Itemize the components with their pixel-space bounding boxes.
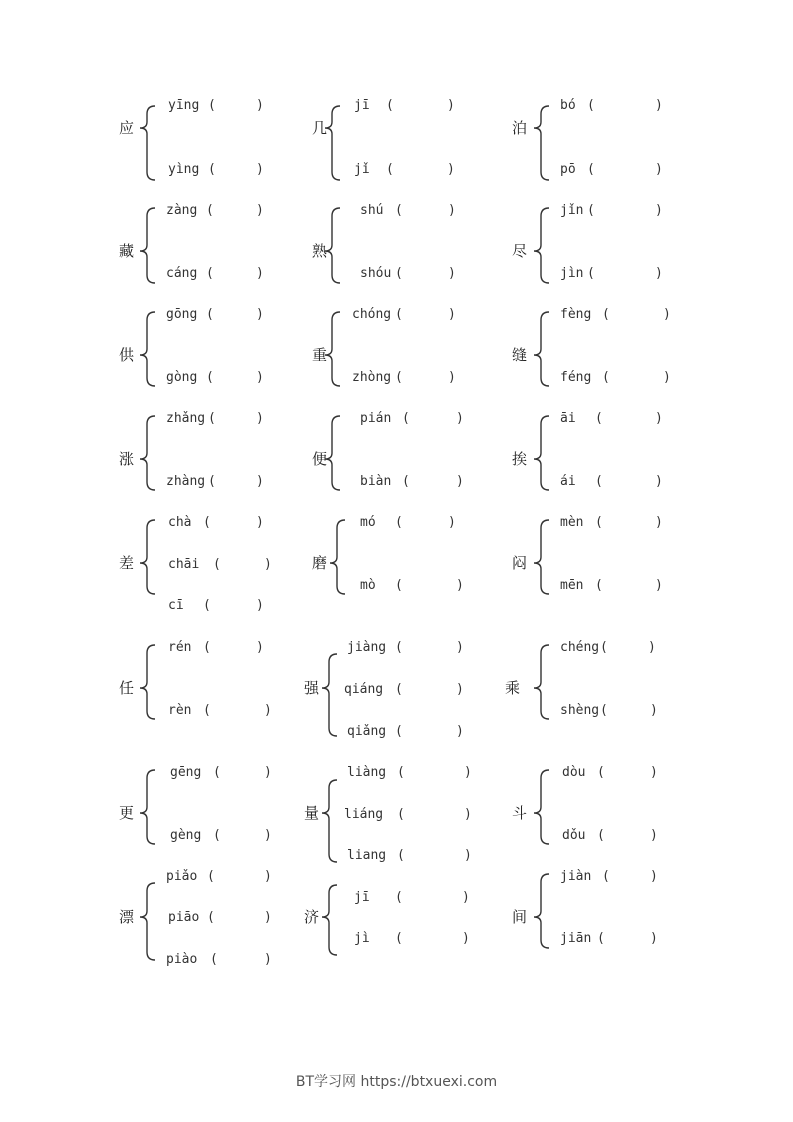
answer-blank-open-paren[interactable]: ( bbox=[210, 952, 218, 967]
answer-blank-open-paren[interactable]: ( bbox=[595, 474, 603, 489]
pinyin-answer-row bbox=[166, 203, 264, 219]
pinyin-label: shèng bbox=[560, 703, 600, 718]
answer-blank-open-paren[interactable]: ( bbox=[213, 557, 221, 572]
answer-blank-close-paren[interactable]: ) bbox=[655, 474, 663, 489]
polyphone-character: 涨 bbox=[119, 450, 135, 468]
answer-blank-open-paren[interactable]: ( bbox=[395, 370, 403, 385]
pinyin-label: dǒu bbox=[562, 828, 586, 843]
curly-brace-icon bbox=[533, 416, 553, 490]
answer-blank-open-paren[interactable]: ( bbox=[395, 266, 403, 281]
pinyin-answer-row bbox=[560, 703, 658, 719]
pinyin-label: gēng bbox=[170, 765, 202, 780]
curly-brace-icon bbox=[139, 106, 159, 180]
pinyin-label: mò bbox=[360, 578, 376, 593]
answer-blank-open-paren[interactable]: ( bbox=[208, 411, 216, 426]
pinyin-label: chóng bbox=[352, 307, 392, 322]
pinyin-label: bó bbox=[560, 98, 576, 113]
polyphone-character: 量 bbox=[304, 804, 320, 822]
polyphone-character: 磨 bbox=[312, 554, 328, 572]
curly-brace-icon bbox=[321, 885, 341, 955]
answer-blank-close-paren[interactable]: ) bbox=[256, 307, 264, 322]
answer-blank-close-paren[interactable]: ) bbox=[663, 307, 671, 322]
answer-blank-close-paren[interactable]: ) bbox=[655, 515, 663, 530]
polyphone-character: 应 bbox=[119, 119, 135, 137]
answer-blank-open-paren[interactable]: ( bbox=[602, 370, 610, 385]
answer-blank-open-paren[interactable]: ( bbox=[597, 828, 605, 843]
pinyin-answer-row bbox=[360, 474, 464, 490]
pinyin-answer-row bbox=[344, 682, 464, 698]
answer-blank-close-paren[interactable]: ) bbox=[256, 411, 264, 426]
pinyin-answer-row bbox=[560, 98, 663, 114]
pinyin-label: piǎo bbox=[166, 869, 198, 884]
answer-blank-open-paren[interactable]: ( bbox=[203, 515, 211, 530]
pinyin-answer-row bbox=[347, 724, 464, 740]
pinyin-answer-row bbox=[170, 828, 272, 844]
pinyin-label: zàng bbox=[166, 203, 198, 218]
answer-blank-open-paren[interactable]: ( bbox=[597, 765, 605, 780]
pinyin-label: cī bbox=[168, 598, 184, 613]
curly-brace-icon bbox=[324, 416, 344, 490]
curly-brace-icon bbox=[139, 312, 159, 386]
pinyin-label: gèng bbox=[170, 828, 202, 843]
pinyin-label: rén bbox=[168, 640, 192, 655]
answer-blank-close-paren[interactable]: ) bbox=[448, 515, 456, 530]
answer-blank-open-paren[interactable]: ( bbox=[602, 307, 610, 322]
answer-blank-close-paren[interactable]: ) bbox=[464, 807, 472, 822]
answer-blank-close-paren[interactable]: ) bbox=[264, 910, 272, 925]
answer-blank-open-paren[interactable]: ( bbox=[207, 910, 215, 925]
curly-brace-icon bbox=[533, 874, 553, 948]
answer-blank-open-paren[interactable]: ( bbox=[395, 515, 403, 530]
pinyin-label: zhǎng bbox=[166, 411, 206, 426]
answer-blank-open-paren[interactable]: ( bbox=[386, 98, 394, 113]
pinyin-label: qiáng bbox=[344, 682, 384, 697]
answer-blank-close-paren[interactable]: ) bbox=[663, 370, 671, 385]
answer-blank-close-paren[interactable]: ) bbox=[456, 640, 464, 655]
answer-blank-open-paren[interactable]: ( bbox=[206, 266, 214, 281]
answer-blank-open-paren[interactable]: ( bbox=[587, 203, 595, 218]
answer-blank-close-paren[interactable]: ) bbox=[456, 724, 464, 739]
pinyin-label: rèn bbox=[168, 703, 192, 718]
polyphone-character: 尽 bbox=[512, 242, 528, 260]
polyphone-character: 泊 bbox=[512, 119, 528, 137]
pinyin-answer-row bbox=[560, 162, 663, 178]
curly-brace-icon bbox=[329, 520, 349, 594]
pinyin-label: piāo bbox=[168, 910, 200, 925]
answer-blank-open-paren[interactable]: ( bbox=[395, 640, 403, 655]
pinyin-label: mèn bbox=[560, 515, 584, 530]
pinyin-label: cáng bbox=[166, 266, 198, 281]
answer-blank-open-paren[interactable]: ( bbox=[213, 828, 221, 843]
answer-blank-close-paren[interactable]: ) bbox=[655, 411, 663, 426]
pinyin-label: āi bbox=[560, 411, 576, 426]
polyphone-character: 任 bbox=[119, 679, 135, 697]
pinyin-answer-row bbox=[168, 515, 264, 531]
polyphone-character: 便 bbox=[312, 450, 328, 468]
pinyin-label: shóu bbox=[360, 266, 392, 281]
pinyin-answer-row bbox=[347, 640, 464, 656]
curly-brace-icon bbox=[139, 208, 159, 283]
answer-blank-open-paren[interactable]: ( bbox=[600, 640, 608, 655]
pinyin-answer-row bbox=[347, 848, 472, 864]
answer-blank-close-paren[interactable]: ) bbox=[650, 931, 658, 946]
pinyin-label: féng bbox=[560, 370, 592, 385]
pinyin-answer-row bbox=[560, 869, 658, 885]
pinyin-label: piào bbox=[166, 952, 198, 967]
pinyin-answer-row bbox=[354, 98, 455, 114]
answer-blank-close-paren[interactable]: ) bbox=[456, 411, 464, 426]
pinyin-label: jiàn bbox=[560, 869, 592, 884]
answer-blank-close-paren[interactable]: ) bbox=[650, 869, 658, 884]
answer-blank-open-paren[interactable]: ( bbox=[206, 370, 214, 385]
curly-brace-icon bbox=[533, 770, 553, 844]
answer-blank-close-paren[interactable]: ) bbox=[264, 557, 272, 572]
pinyin-label: chāi bbox=[168, 557, 200, 572]
answer-blank-close-paren[interactable]: ) bbox=[256, 640, 264, 655]
answer-blank-close-paren[interactable]: ) bbox=[655, 578, 663, 593]
polyphone-character: 闷 bbox=[512, 554, 528, 572]
answer-blank-close-paren[interactable]: ) bbox=[264, 869, 272, 884]
pinyin-answer-row bbox=[352, 307, 456, 323]
polyphone-character: 更 bbox=[119, 804, 135, 822]
pinyin-answer-row bbox=[360, 515, 456, 531]
pinyin-answer-row bbox=[560, 411, 663, 427]
answer-blank-open-paren[interactable]: ( bbox=[213, 765, 221, 780]
answer-blank-close-paren[interactable]: ) bbox=[264, 952, 272, 967]
pinyin-label: jǐ bbox=[354, 162, 370, 177]
pinyin-answer-row bbox=[354, 162, 455, 178]
answer-blank-close-paren[interactable]: ) bbox=[256, 474, 264, 489]
answer-blank-open-paren[interactable]: ( bbox=[207, 869, 215, 884]
answer-blank-close-paren[interactable]: ) bbox=[448, 266, 456, 281]
pinyin-label: yīng bbox=[168, 98, 200, 113]
pinyin-answer-row bbox=[560, 474, 663, 490]
curly-brace-icon bbox=[139, 883, 159, 960]
pinyin-answer-row bbox=[560, 515, 663, 531]
answer-blank-close-paren[interactable]: ) bbox=[447, 162, 455, 177]
pinyin-answer-row bbox=[560, 203, 663, 219]
answer-blank-close-paren[interactable]: ) bbox=[650, 765, 658, 780]
answer-blank-open-paren[interactable]: ( bbox=[395, 682, 403, 697]
pinyin-label: jī bbox=[354, 890, 370, 905]
pinyin-label: yìng bbox=[168, 162, 200, 177]
pinyin-answer-row bbox=[166, 307, 264, 323]
answer-blank-open-paren[interactable]: ( bbox=[203, 640, 211, 655]
polyphone-character: 几 bbox=[312, 119, 328, 137]
pinyin-answer-row bbox=[360, 203, 456, 219]
answer-blank-close-paren[interactable]: ) bbox=[448, 203, 456, 218]
polyphone-character: 重 bbox=[312, 346, 328, 364]
answer-blank-open-paren[interactable]: ( bbox=[587, 266, 595, 281]
answer-blank-close-paren[interactable]: ) bbox=[650, 828, 658, 843]
polyphone-character: 漂 bbox=[119, 908, 135, 926]
pinyin-answer-row bbox=[562, 765, 658, 781]
answer-blank-close-paren[interactable]: ) bbox=[456, 578, 464, 593]
pinyin-answer-row bbox=[560, 307, 671, 323]
polyphone-character: 乘 bbox=[505, 679, 521, 697]
pinyin-label: mēn bbox=[560, 578, 584, 593]
answer-blank-close-paren[interactable]: ) bbox=[256, 370, 264, 385]
answer-blank-close-paren[interactable]: ) bbox=[464, 765, 472, 780]
answer-blank-open-paren[interactable]: ( bbox=[208, 474, 216, 489]
answer-blank-close-paren[interactable]: ) bbox=[256, 162, 264, 177]
polyphone-character: 熟 bbox=[312, 242, 328, 260]
pinyin-label: jǐn bbox=[560, 203, 584, 218]
footer-watermark: BT学习网 https://btxuexi.com bbox=[295, 1074, 498, 1090]
answer-blank-open-paren[interactable]: ( bbox=[395, 203, 403, 218]
pinyin-label: ái bbox=[560, 474, 576, 489]
answer-blank-close-paren[interactable]: ) bbox=[655, 98, 663, 113]
polyphone-character: 强 bbox=[304, 679, 320, 697]
answer-blank-close-paren[interactable]: ) bbox=[448, 307, 456, 322]
answer-blank-close-paren[interactable]: ) bbox=[655, 162, 663, 177]
pinyin-label: chà bbox=[168, 515, 192, 530]
answer-blank-open-paren[interactable]: ( bbox=[600, 703, 608, 718]
pinyin-label: chéng bbox=[560, 640, 600, 655]
pinyin-label: jì bbox=[354, 931, 370, 946]
answer-blank-open-paren[interactable]: ( bbox=[587, 162, 595, 177]
polyphone-character: 藏 bbox=[119, 242, 135, 260]
answer-blank-close-paren[interactable]: ) bbox=[264, 828, 272, 843]
pinyin-label: liáng bbox=[344, 807, 384, 822]
answer-blank-close-paren[interactable]: ) bbox=[256, 266, 264, 281]
answer-blank-close-paren[interactable]: ) bbox=[256, 98, 264, 113]
pinyin-label: gòng bbox=[166, 370, 198, 385]
answer-blank-open-paren[interactable]: ( bbox=[203, 703, 211, 718]
answer-blank-close-paren[interactable]: ) bbox=[256, 203, 264, 218]
curly-brace-icon bbox=[321, 780, 341, 862]
pinyin-label: jiàng bbox=[347, 640, 387, 655]
answer-blank-open-paren[interactable]: ( bbox=[397, 765, 405, 780]
answer-blank-open-paren[interactable]: ( bbox=[587, 98, 595, 113]
answer-blank-open-paren[interactable]: ( bbox=[397, 807, 405, 822]
answer-blank-close-paren[interactable]: ) bbox=[256, 515, 264, 530]
pinyin-label: pián bbox=[360, 411, 392, 426]
pinyin-answer-row bbox=[166, 474, 264, 490]
answer-blank-close-paren[interactable]: ) bbox=[448, 370, 456, 385]
answer-blank-close-paren[interactable]: ) bbox=[456, 682, 464, 697]
pinyin-label: jī bbox=[354, 98, 370, 113]
answer-blank-open-paren[interactable]: ( bbox=[602, 869, 610, 884]
pinyin-label: jìn bbox=[560, 266, 584, 281]
answer-blank-open-paren[interactable]: ( bbox=[395, 724, 403, 739]
curly-brace-icon bbox=[321, 654, 341, 736]
pinyin-answer-row bbox=[344, 807, 472, 823]
answer-blank-open-paren[interactable]: ( bbox=[395, 578, 403, 593]
pinyin-label: dòu bbox=[562, 765, 586, 780]
answer-blank-close-paren[interactable]: ) bbox=[462, 931, 470, 946]
pinyin-label: liang bbox=[347, 848, 387, 863]
polyphone-character: 缝 bbox=[512, 346, 528, 364]
pinyin-label: pō bbox=[560, 162, 576, 177]
answer-blank-open-paren[interactable]: ( bbox=[203, 598, 211, 613]
curly-brace-icon bbox=[533, 520, 553, 594]
answer-blank-open-paren[interactable]: ( bbox=[395, 890, 403, 905]
pinyin-answer-row bbox=[354, 890, 470, 906]
pinyin-label: gōng bbox=[166, 307, 198, 322]
answer-blank-open-paren[interactable]: ( bbox=[208, 98, 216, 113]
answer-blank-close-paren[interactable]: ) bbox=[655, 266, 663, 281]
polyphone-character: 济 bbox=[304, 908, 320, 926]
answer-blank-open-paren[interactable]: ( bbox=[402, 411, 410, 426]
answer-blank-close-paren[interactable]: ) bbox=[648, 640, 656, 655]
pinyin-answer-row bbox=[168, 640, 264, 656]
polyphone-character: 挨 bbox=[512, 450, 528, 468]
pinyin-answer-row bbox=[352, 370, 456, 386]
pinyin-answer-row bbox=[347, 765, 472, 781]
curly-brace-icon bbox=[533, 208, 553, 283]
answer-blank-open-paren[interactable]: ( bbox=[206, 307, 214, 322]
pinyin-answer-row bbox=[168, 557, 272, 573]
answer-blank-open-paren[interactable]: ( bbox=[597, 931, 605, 946]
pinyin-answer-row bbox=[166, 266, 264, 282]
pinyin-label: mó bbox=[360, 515, 376, 530]
answer-blank-open-paren[interactable]: ( bbox=[595, 515, 603, 530]
answer-blank-open-paren[interactable]: ( bbox=[386, 162, 394, 177]
curly-brace-icon bbox=[533, 106, 553, 180]
curly-brace-icon bbox=[533, 645, 553, 719]
curly-brace-icon bbox=[533, 312, 553, 386]
pinyin-answer-row bbox=[360, 266, 456, 282]
pinyin-label: zhàng bbox=[166, 474, 206, 489]
answer-blank-close-paren[interactable]: ) bbox=[462, 890, 470, 905]
answer-blank-close-paren[interactable]: ) bbox=[655, 203, 663, 218]
pinyin-label: shú bbox=[360, 203, 384, 218]
polyphone-character: 斗 bbox=[512, 804, 528, 822]
pinyin-answer-row bbox=[354, 931, 470, 947]
pinyin-answer-row bbox=[168, 703, 272, 719]
polyphone-character: 供 bbox=[119, 346, 135, 364]
answer-blank-open-paren[interactable]: ( bbox=[397, 848, 405, 863]
answer-blank-close-paren[interactable]: ) bbox=[456, 474, 464, 489]
polyphone-character: 差 bbox=[119, 554, 135, 572]
curly-brace-icon bbox=[139, 416, 159, 490]
pinyin-label: jiān bbox=[560, 931, 592, 946]
answer-blank-close-paren[interactable]: ) bbox=[650, 703, 658, 718]
pinyin-answer-row bbox=[168, 98, 264, 114]
answer-blank-close-paren[interactable]: ) bbox=[464, 848, 472, 863]
curly-brace-icon bbox=[324, 208, 344, 283]
answer-blank-open-paren[interactable]: ( bbox=[402, 474, 410, 489]
pinyin-answer-row bbox=[560, 931, 658, 947]
pinyin-label: fèng bbox=[560, 307, 592, 322]
pinyin-answer-row bbox=[166, 869, 272, 885]
pinyin-answer-row bbox=[560, 578, 663, 594]
answer-blank-close-paren[interactable]: ) bbox=[256, 598, 264, 613]
answer-blank-open-paren[interactable]: ( bbox=[595, 411, 603, 426]
pinyin-answer-row bbox=[168, 598, 264, 614]
pinyin-answer-row bbox=[166, 370, 264, 386]
pinyin-answer-row bbox=[170, 765, 272, 781]
answer-blank-close-paren[interactable]: ) bbox=[264, 703, 272, 718]
answer-blank-close-paren[interactable]: ) bbox=[264, 765, 272, 780]
polyphone-character: 间 bbox=[512, 908, 528, 926]
answer-blank-close-paren[interactable]: ) bbox=[447, 98, 455, 113]
answer-blank-open-paren[interactable]: ( bbox=[206, 203, 214, 218]
pinyin-answer-row bbox=[360, 578, 464, 594]
pinyin-answer-row bbox=[168, 162, 264, 178]
pinyin-label: zhòng bbox=[352, 370, 392, 385]
pinyin-answer-row bbox=[560, 640, 656, 656]
pinyin-label: biàn bbox=[360, 474, 392, 489]
answer-blank-open-paren[interactable]: ( bbox=[595, 578, 603, 593]
curly-brace-icon bbox=[139, 520, 159, 594]
answer-blank-open-paren[interactable]: ( bbox=[395, 307, 403, 322]
pinyin-answer-row bbox=[562, 828, 658, 844]
answer-blank-open-paren[interactable]: ( bbox=[208, 162, 216, 177]
pinyin-answer-row bbox=[560, 370, 671, 386]
pinyin-answer-row bbox=[166, 411, 264, 427]
answer-blank-open-paren[interactable]: ( bbox=[395, 931, 403, 946]
pinyin-answer-row bbox=[360, 411, 464, 427]
curly-brace-icon bbox=[139, 770, 159, 844]
curly-brace-icon bbox=[324, 312, 344, 386]
pinyin-label: liàng bbox=[347, 765, 387, 780]
pinyin-label: qiǎng bbox=[347, 724, 387, 739]
pinyin-answer-row bbox=[560, 266, 663, 282]
curly-brace-icon bbox=[324, 106, 344, 180]
curly-brace-icon bbox=[139, 645, 159, 719]
pinyin-answer-row bbox=[166, 952, 272, 968]
pinyin-answer-row bbox=[168, 910, 272, 926]
